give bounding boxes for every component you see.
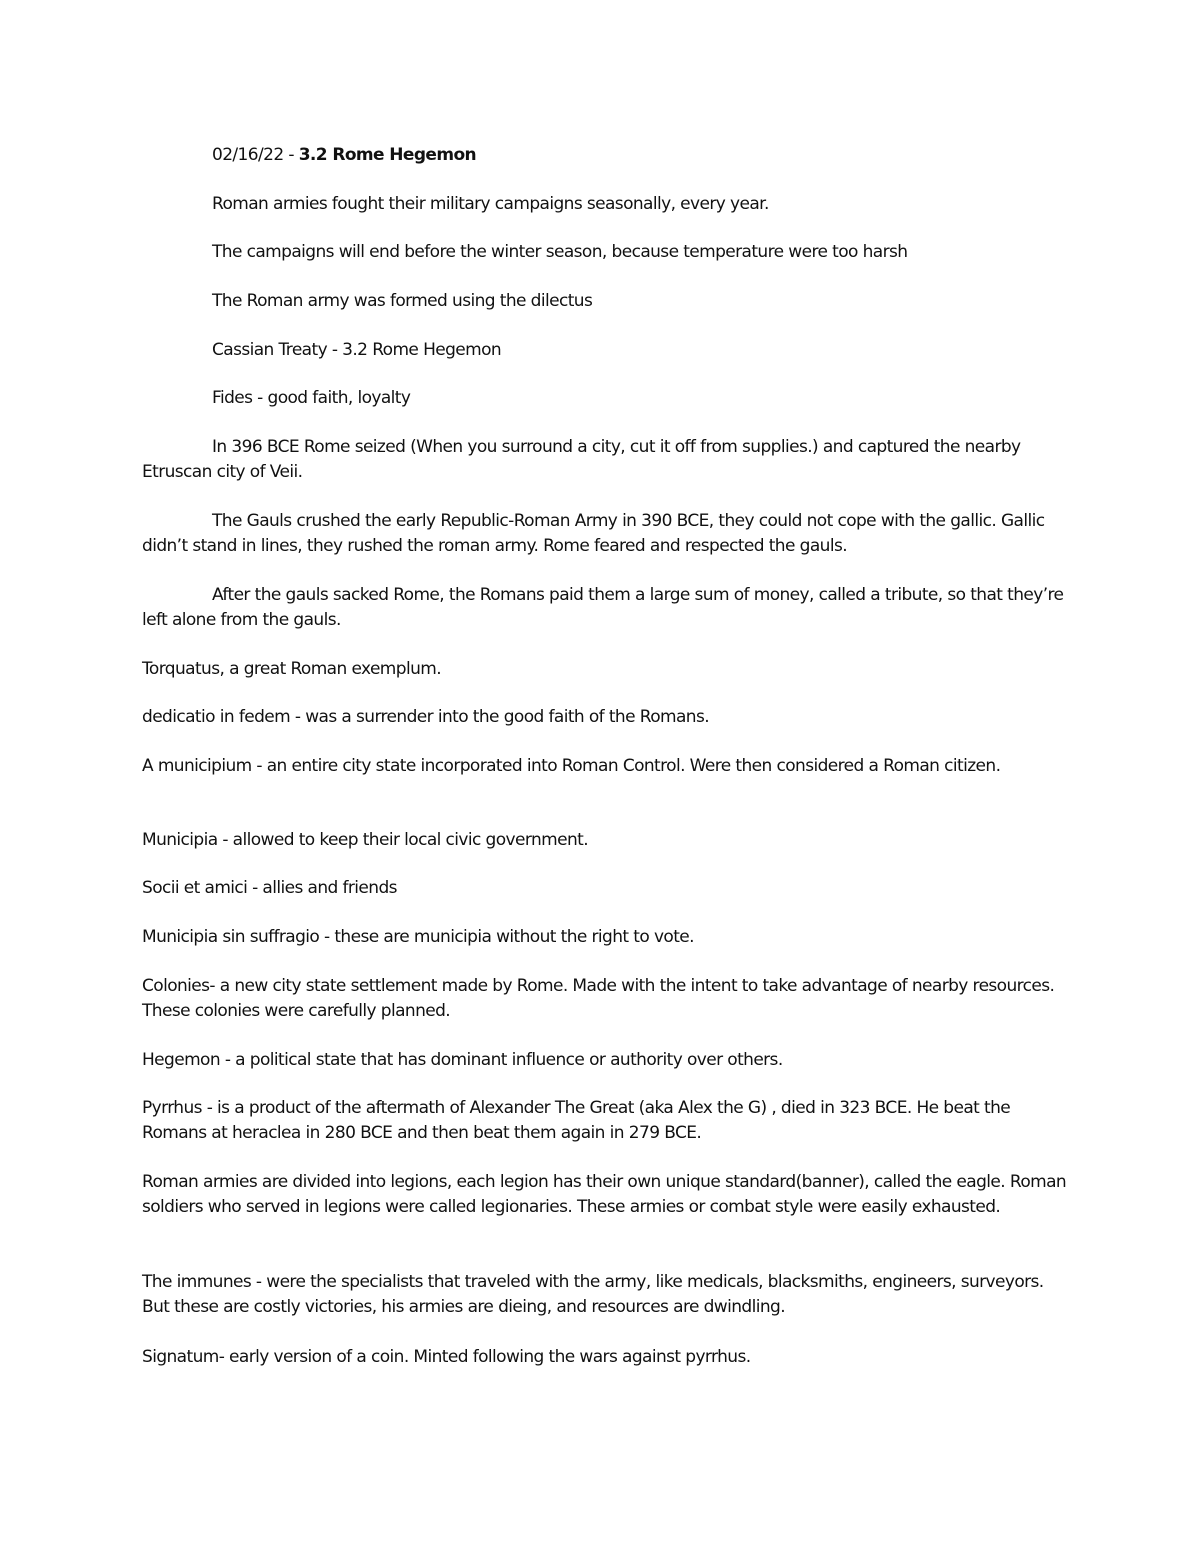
note-paragraph: dedicatio in fedem - was a surrender into the good faith of the Romans. [142, 707, 710, 727]
paragraph: After the gauls sacked Rome, the Romans paid them a large sum of money, called a tribute, so that they’re left alone from the gauls. [142, 585, 1064, 630]
note-paragraph: Roman armies are divided into legions, each legion has their own unique standard(banner), called the eagle. Roman soldiers who served in legions were called legionaries. These armies or combat style were easily exhausted. [142, 1172, 1067, 1217]
note-paragraph: The immunes - were the specialists that traveled with the army, like medicals, blacksmiths, engineers, surveyors. But these are costly victories, his armies are dieing, and resources are dwindling. [142, 1272, 1044, 1317]
note-paragraph: Pyrrhus - is a product of the aftermath of Alexander The Great (aka Alex the G) , died in 323 BCE. He beat the Romans at heraclea in 280 BCE and then beat them again in 279 BCE. [142, 1098, 1011, 1143]
paragraph: The Gauls crushed the early Republic-Roman Army in 390 BCE, they could not cope with the gallic. Gallic didn’t stand in lines, they rushed the roman army. Rome feared and respected the gauls. [142, 511, 1045, 556]
note-paragraph: Socii et amici - allies and friends [142, 878, 397, 898]
note-line: Roman armies fought their military campaigns seasonally, every year. [212, 194, 769, 214]
heading-title: 3.2 Rome Hegemon [298, 145, 477, 165]
note-paragraph: Hegemon - a political state that has dominant influence or authority over others. [142, 1050, 783, 1070]
note-paragraph: Torquatus, a great Roman exemplum. [142, 659, 442, 679]
note-paragraph: Municipia sin suffragio - these are municipia without the right to vote. [142, 927, 694, 947]
note-line: The campaigns will end before the winter season, because temperature were too harsh [212, 242, 908, 262]
page-heading [212, 143, 1072, 168]
note-paragraph: A municipium - an entire city state incorporated into Roman Control. Were then considered a Roman citizen. [142, 756, 1001, 776]
note-paragraph: Colonies- a new city state settlement made by Rome. Made with the intent to take advantage of nearby resources. These colonies were carefully planned. [142, 976, 1055, 1021]
paragraph: In 396 BCE Rome seized (When you surround a city, cut it off from supplies.) and captured the nearby Etruscan city of Veii. [142, 437, 1021, 482]
note-paragraph: Signatum- early version of a coin. Minted following the wars against pyrrhus. [142, 1347, 751, 1367]
note-line: Cassian Treaty - 3.2 Rome Hegemon [212, 340, 502, 360]
note-line: The Roman army was formed using the dilectus [212, 291, 593, 311]
note-line: Fides - good faith, loyalty [212, 388, 411, 408]
note-paragraph: Municipia - allowed to keep their local civic government. [142, 830, 589, 850]
heading-date: 02/16/22 - [212, 145, 299, 165]
